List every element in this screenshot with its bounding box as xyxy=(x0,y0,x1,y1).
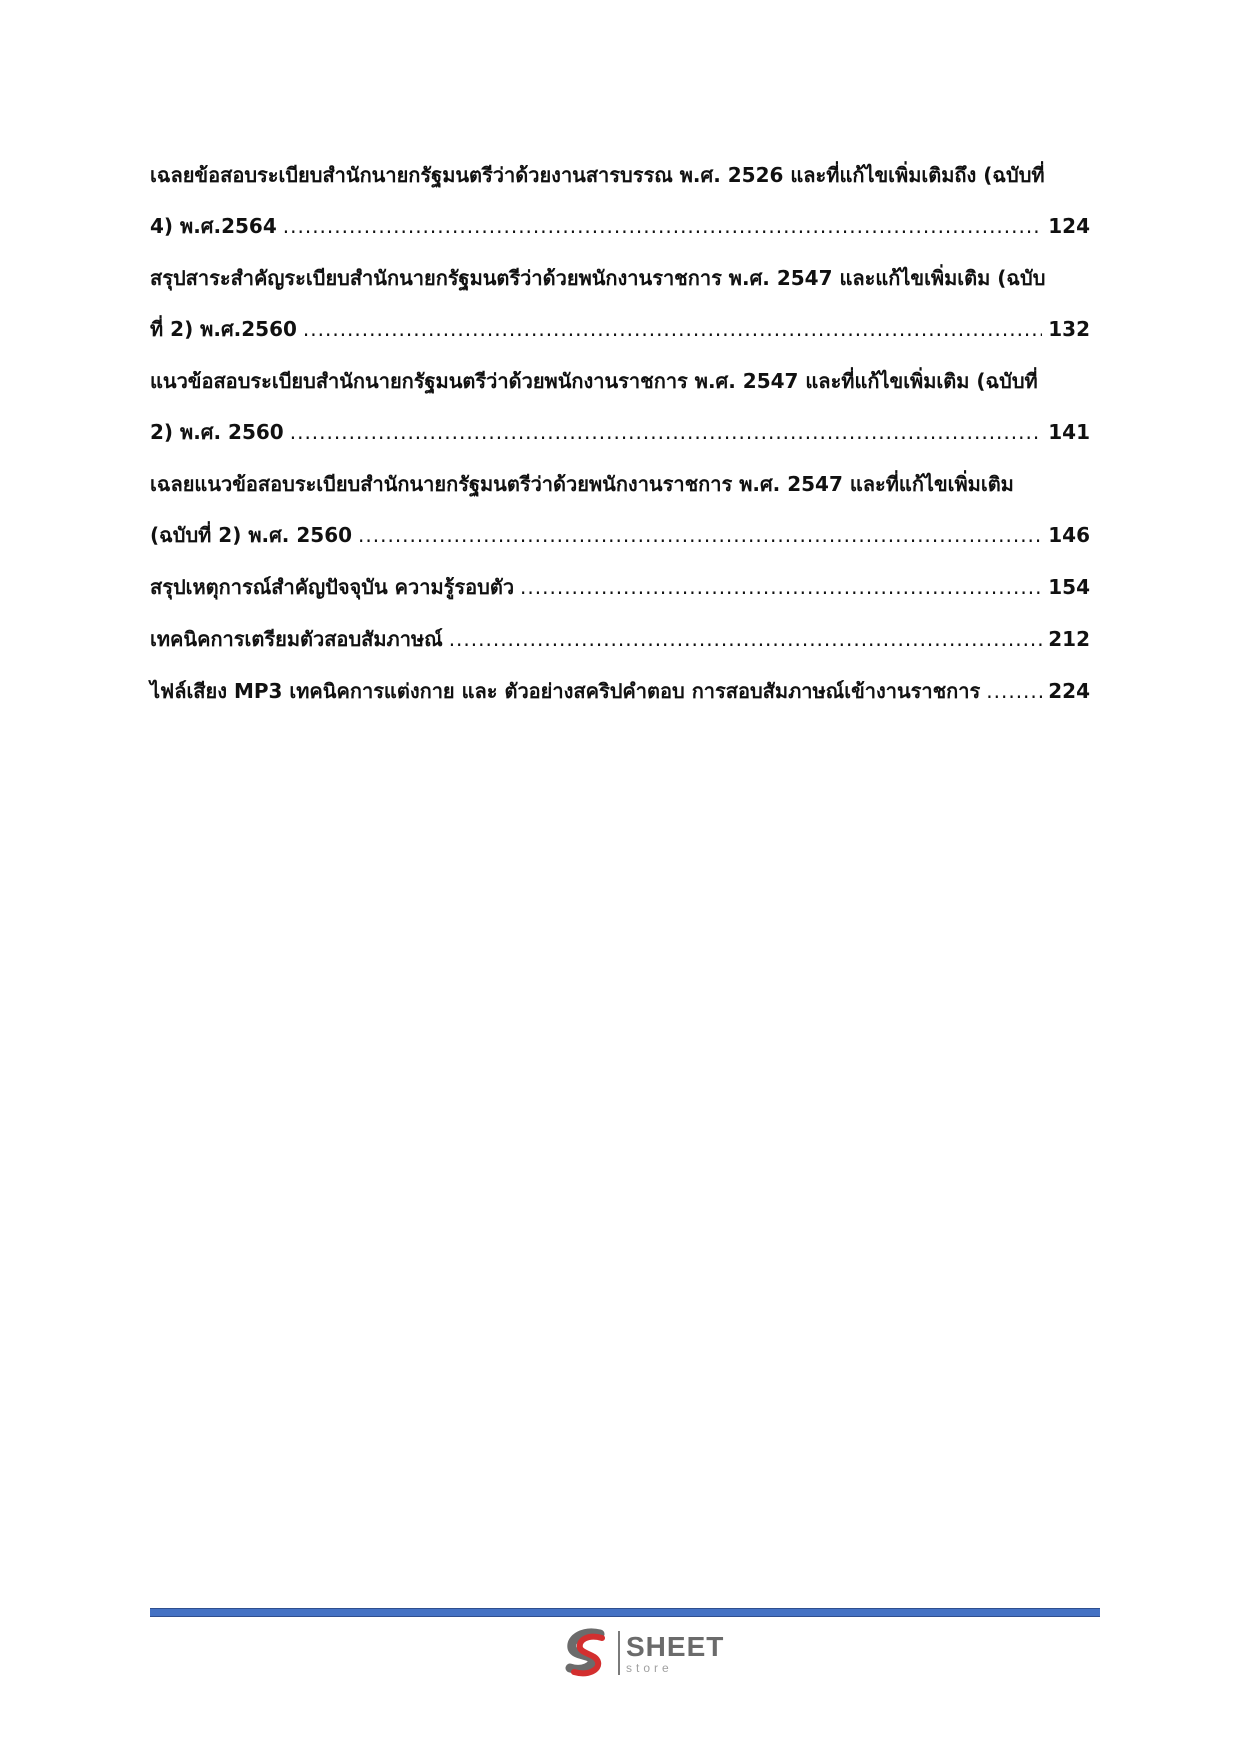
sheet-store-logo xyxy=(560,1624,740,1682)
toc-entry[interactable] xyxy=(150,614,1090,665)
table-of-contents xyxy=(150,150,1090,717)
toc-entry-title-line1: เฉลยแนวข้อสอบระเบียบสำนักนายกรัฐมนตรีว่าด้วยพนักงานราชการ พ.ศ. 2547 และที่แก้ไขเพิ่มเติม xyxy=(150,472,1014,496)
toc-entry-title: ไฟล์เสียง MP3 เทคนิคการแต่งกาย และ ตัวอย่างสคริปคำตอบ การสอบสัมภาษณ์เข้างานราชการ xyxy=(150,679,981,703)
logo-wordmark: SHEET xyxy=(626,1630,725,1662)
toc-page-number: 146 xyxy=(1048,523,1090,547)
toc-entry[interactable] xyxy=(150,253,1090,355)
toc-entry-title-line2: 2) พ.ศ. 2560 xyxy=(150,420,284,444)
toc-leader-dots xyxy=(520,562,1042,613)
toc-entry-title: เทคนิคการเตรียมตัวสอบสัมภาษณ์ xyxy=(150,627,443,651)
toc-page-number: 124 xyxy=(1048,214,1090,238)
toc-entry[interactable] xyxy=(150,666,1090,717)
toc-entry-title-line1: แนวข้อสอบระเบียบสำนักนายกรัฐมนตรีว่าด้วยพนักงานราชการ พ.ศ. 2547 และที่แก้ไขเพิ่มเติม (ฉบับที่ xyxy=(150,369,1038,393)
toc-entry-title-line1: เฉลยข้อสอบระเบียบสำนักนายกรัฐมนตรีว่าด้วยงานสารบรรณ พ.ศ. 2526 และที่แก้ไขเพิ่มเติมถึง (ฉบับที่ xyxy=(150,163,1045,187)
toc-page-number: 224 xyxy=(1048,679,1090,703)
toc-page-number: 141 xyxy=(1048,420,1090,444)
toc-entry[interactable] xyxy=(150,562,1090,613)
logo-divider xyxy=(618,1631,620,1675)
toc-entry[interactable] xyxy=(150,459,1090,561)
toc-leader-dots xyxy=(358,510,1042,561)
toc-leader-dots xyxy=(283,201,1042,252)
sheet-store-logo-icon xyxy=(560,1626,614,1680)
toc-page-number: 212 xyxy=(1048,627,1090,651)
toc-leader-dots xyxy=(986,666,1042,717)
toc-leader-dots xyxy=(449,614,1043,665)
toc-entry-title-line2: ที่ 2) พ.ศ.2560 xyxy=(150,317,297,341)
toc-entry[interactable] xyxy=(150,356,1090,458)
toc-entry-title-line2: (ฉบับที่ 2) พ.ศ. 2560 xyxy=(150,523,353,547)
toc-entry[interactable] xyxy=(150,150,1090,252)
toc-page-number: 132 xyxy=(1048,317,1090,341)
logo-subtitle: store xyxy=(626,1660,673,1675)
toc-entry-title: สรุปเหตุการณ์สำคัญปัจจุบัน ความรู้รอบตัว xyxy=(150,575,515,599)
toc-page-number: 154 xyxy=(1048,575,1090,599)
toc-entry-title-line2: 4) พ.ศ.2564 xyxy=(150,214,277,238)
footer-divider xyxy=(150,1608,1100,1617)
toc-entry-title-line1: สรุปสาระสำคัญระเบียบสำนักนายกรัฐมนตรีว่าด้วยพนักงานราชการ พ.ศ. 2547 และแก้ไขเพิ่มเติม (ฉบับ xyxy=(150,266,1046,290)
toc-leader-dots xyxy=(303,304,1042,355)
toc-leader-dots xyxy=(290,407,1043,458)
